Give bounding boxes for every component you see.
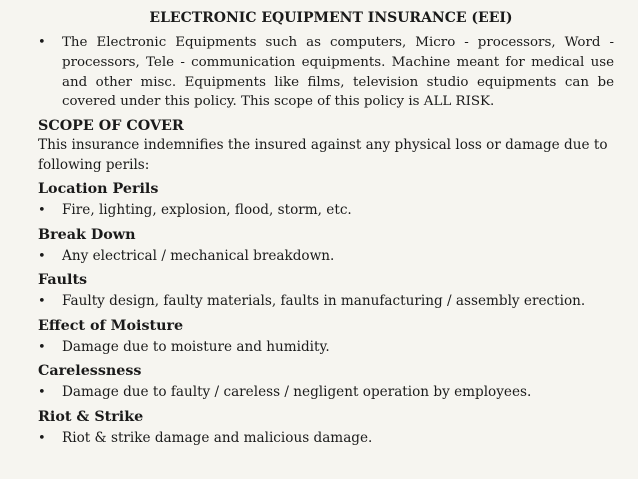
section-item-text: Any electrical / mechanical breakdown.: [62, 247, 335, 264]
section-item-text: Riot & strike damage and malicious damage.: [62, 429, 373, 446]
scope-text: This insurance indemnifies the insured against any physical loss or damage due to following perils:: [38, 137, 608, 173]
bullet-icon: •: [38, 430, 46, 446]
bullet-icon: •: [38, 203, 46, 219]
section-carelessness: [38, 361, 614, 403]
section-break-down: [38, 225, 614, 267]
intro-bullet: [38, 33, 614, 112]
bullet-icon: •: [38, 294, 46, 310]
section-bullet: [38, 383, 614, 403]
section-bullet: [38, 201, 614, 221]
section-riot-strike: [38, 407, 614, 449]
section-location-perils: [38, 179, 614, 221]
section-heading: Effect of Moisture: [38, 317, 184, 334]
bullet-icon: •: [38, 339, 46, 355]
section-item-text: Damage due to moisture and humidity.: [62, 338, 330, 355]
section-bullet: [38, 247, 614, 267]
section-item-text: Faulty design, faulty materials, faults in manufacturing / assembly erection.: [62, 293, 586, 310]
section-heading: Break Down: [38, 226, 136, 243]
section-bullet: [38, 429, 614, 449]
page-title: ELECTRONIC EQUIPMENT INSURANCE (EEI): [149, 10, 513, 26]
scope-heading: SCOPE OF COVER: [38, 118, 184, 135]
bullet-icon: •: [38, 35, 46, 50]
section-heading: Location Perils: [38, 181, 159, 198]
intro-text: The Electronic Equipments such as computers, Micro - processors, Word - processors, Tele - communication equipments. Machine meant for medical use and other misc. Equipments like films, television studio equipments can be covered under this policy. This scope of this policy is ALL RISK.: [62, 35, 614, 110]
bullet-icon: •: [38, 248, 46, 264]
section-heading: Riot & Strike: [38, 408, 144, 425]
section-heading: Carelessness: [38, 363, 142, 380]
section-effect-of-moisture: [38, 316, 614, 358]
bullet-icon: •: [38, 385, 46, 401]
section-bullet: [38, 292, 614, 312]
section-faults: [38, 270, 614, 312]
section-heading: Faults: [38, 272, 88, 289]
section-item-text: Fire, lighting, explosion, flood, storm, etc.: [62, 202, 352, 219]
section-item-text: Damage due to faulty / careless / negligent operation by employees.: [62, 384, 532, 401]
section-bullet: [38, 338, 614, 358]
